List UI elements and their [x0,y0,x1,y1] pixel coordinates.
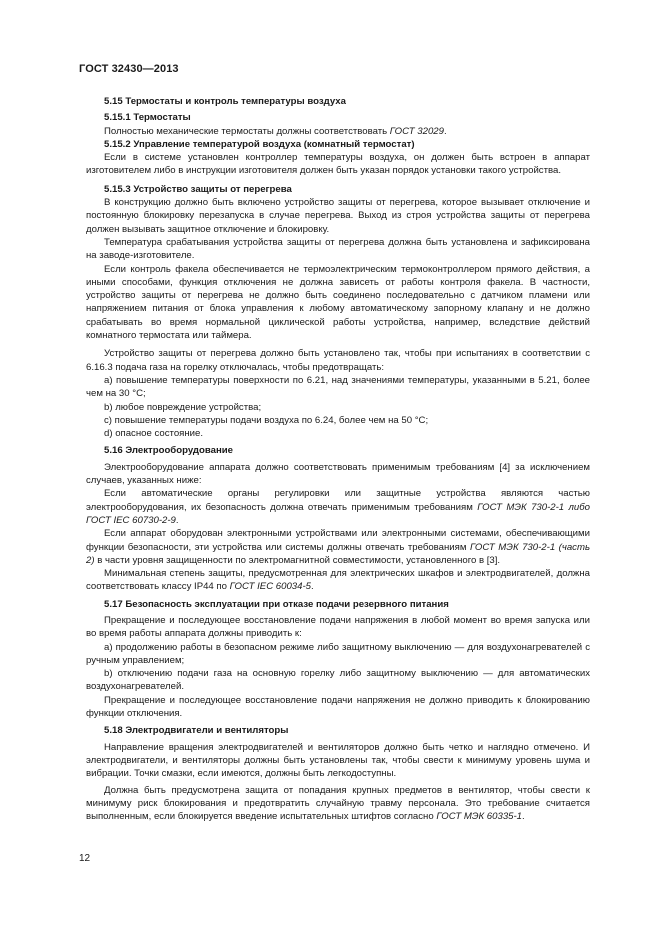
section-heading-5-17: 5.17 Безопасность эксплуатации при отказе подачи резервного питания [104,598,449,610]
paragraph-5-17-2: Прекращение и последующее восстановление подачи напряжения не должно приводить к блокированию функции отключения. [86,694,590,720]
document-header: ГОСТ 32430—2013 [79,63,179,75]
paragraph-5-16-4: Минимальная степень защиты, предусмотренная для электрических шкафов и электродвигателей, должна соответствовать классу IP44 по ГОСТ IEC 60034-5. [86,568,590,593]
paragraph-5-16-1: Электрооборудование аппарата должно соответствовать применимым требованиям [4] за исключением случаев, указанных ниже: [86,461,590,487]
paragraph-5-15-3-1: В конструкцию должно быть включено устройство защиты от перегрева, которое вызывает отключение и постоянную блокировку перезапуска в случае перегрева. Выход из строя устройства защиты от перегрева должен вызывать защитное отключение и блокировку. [86,197,590,235]
page-number: 12 [79,853,91,864]
paragraph-5-18-1: Направление вращения электродвигателей и вентиляторов должно быть четко и наглядно отмечено. И электродвигатели, и вентиляторы должны быть установлены так, чтобы свести к минимуму уровень шума и вибрации. Точки смазки, если имеются, должны быть легкодоступны. [86,741,590,780]
subsection-heading-5-15-3: 5.15.3 Устройство защиты от перегрева [104,183,292,195]
paragraph-5-15-3-3: Если контроль факела обеспечивается не термоэлектрическим термоконтроллером прямого действия, а иными способами, функция отключения не должна зависеть от работы контроля факела. В частности, устройство защиты от перегрева не должно быть соединено последовательно с датчиком пламени или напряжением питания от блока управления к любому автоматическому запорному клапану и не должно срабатывать во время нормальной циклической работы устройства, например, вследствие действий комнатного термостата или таймера. [86,263,590,342]
subsection-heading-5-15-2: 5.15.2 Управление температурой воздуха (комнатный термостат) [104,138,415,150]
standard-reference: ГОСТ IEC 60034-5 [229,581,312,593]
standard-reference: ГОСТ МЭК 730-2-1 (часть 2) [86,541,591,566]
standard-reference: ГОСТ 32029 [389,125,444,137]
paragraph-5-16-3: Если аппарат оборудован электронными устройствами или электронными системами, обеспечивающими функции безопасности, эти устройства или системы должны отвечать требованиям ГОСТ МЭК 730-2-1 (часть 2) в части уровня защищенности по электромагнитной совместимости, установленного в [3]. [86,528,591,566]
paragraph-5-16-2: Если автоматические органы регулировки или защитные устройства являются частью электрооборудования, их безопасность должна отвечать применимым требованиям ГОСТ МЭК 730-2-1 либо ГОСТ IEC 60730-2-9. [86,488,590,526]
standard-reference: ГОСТ МЭК 60335-1 [436,811,523,823]
paragraph-5-17-1: Прекращение и последующее восстановление подачи напряжения в любой момент во время запуска или во время работы аппарата должны приводить к: [86,614,590,640]
section-heading-5-15: 5.15 Термостаты и контроль температуры воздуха [104,96,346,107]
subsection-heading-5-15-1: 5.15.1 Термостаты [104,112,191,124]
section-heading-5-16: 5.16 Электрооборудование [104,445,234,457]
list-item-d: d) опасное состояние. [104,428,204,440]
list-item-a: а) повышение температуры поверхности по 6.21, над значениями температуры, указанными в 5.21, более чем на 30 °C; [86,374,590,400]
paragraph-5-15-1: Полностью механические термостаты должны соответствовать ГОСТ 32029. [104,125,447,137]
section-heading-5-18: 5.18 Электродвигатели и вентиляторы [104,725,289,737]
document-body [86,91,591,823]
paragraph-5-15-2: Если в системе установлен контроллер температуры воздуха, он должен быть встроен в аппарат изготовителем либо в инструкции изготовителя должен быть указан порядок установки такого устройства. [86,152,590,177]
paragraph-5-18-2: Должна быть предусмотрена защита от попадания крупных предметов в вентилятор, чтобы свести к минимуму риск блокирования и предотвратить случайную травму персонала. Это требование считается выполненным, если блокируется введение испытательных штифтов согласно ГОСТ МЭК 60335-1. [86,784,590,823]
list-item-b: b) отключению подачи газа на основную горелку либо защитному выключению — для автоматических воздухонагревателей. [86,668,590,693]
standard-reference: ГОСТ МЭК 730-2-1 либо ГОСТ IEC 60730-2-9 [86,501,590,526]
list-item-b: b) любое повреждение устройства; [104,401,262,413]
list-item-a: а) продолжению работы в безопасном режиме либо защитному выключению — для воздухонагревателей с ручным управлением; [86,641,590,666]
list-item-c: c) повышение температуры подачи воздуха по 6.24, более чем на 50 °C; [104,414,429,426]
paragraph-5-15-3-4: Устройство защиты от перегрева должно быть установлено так, чтобы при испытаниях в соответствии с 6.16.3 подача газа на горелку отключалась, чтобы предотвращать: [86,348,590,373]
paragraph-5-15-3-2: Температура срабатывания устройства защиты от перегрева должна быть установлена и зафиксирована на заводе-изготовителе. [86,236,590,262]
